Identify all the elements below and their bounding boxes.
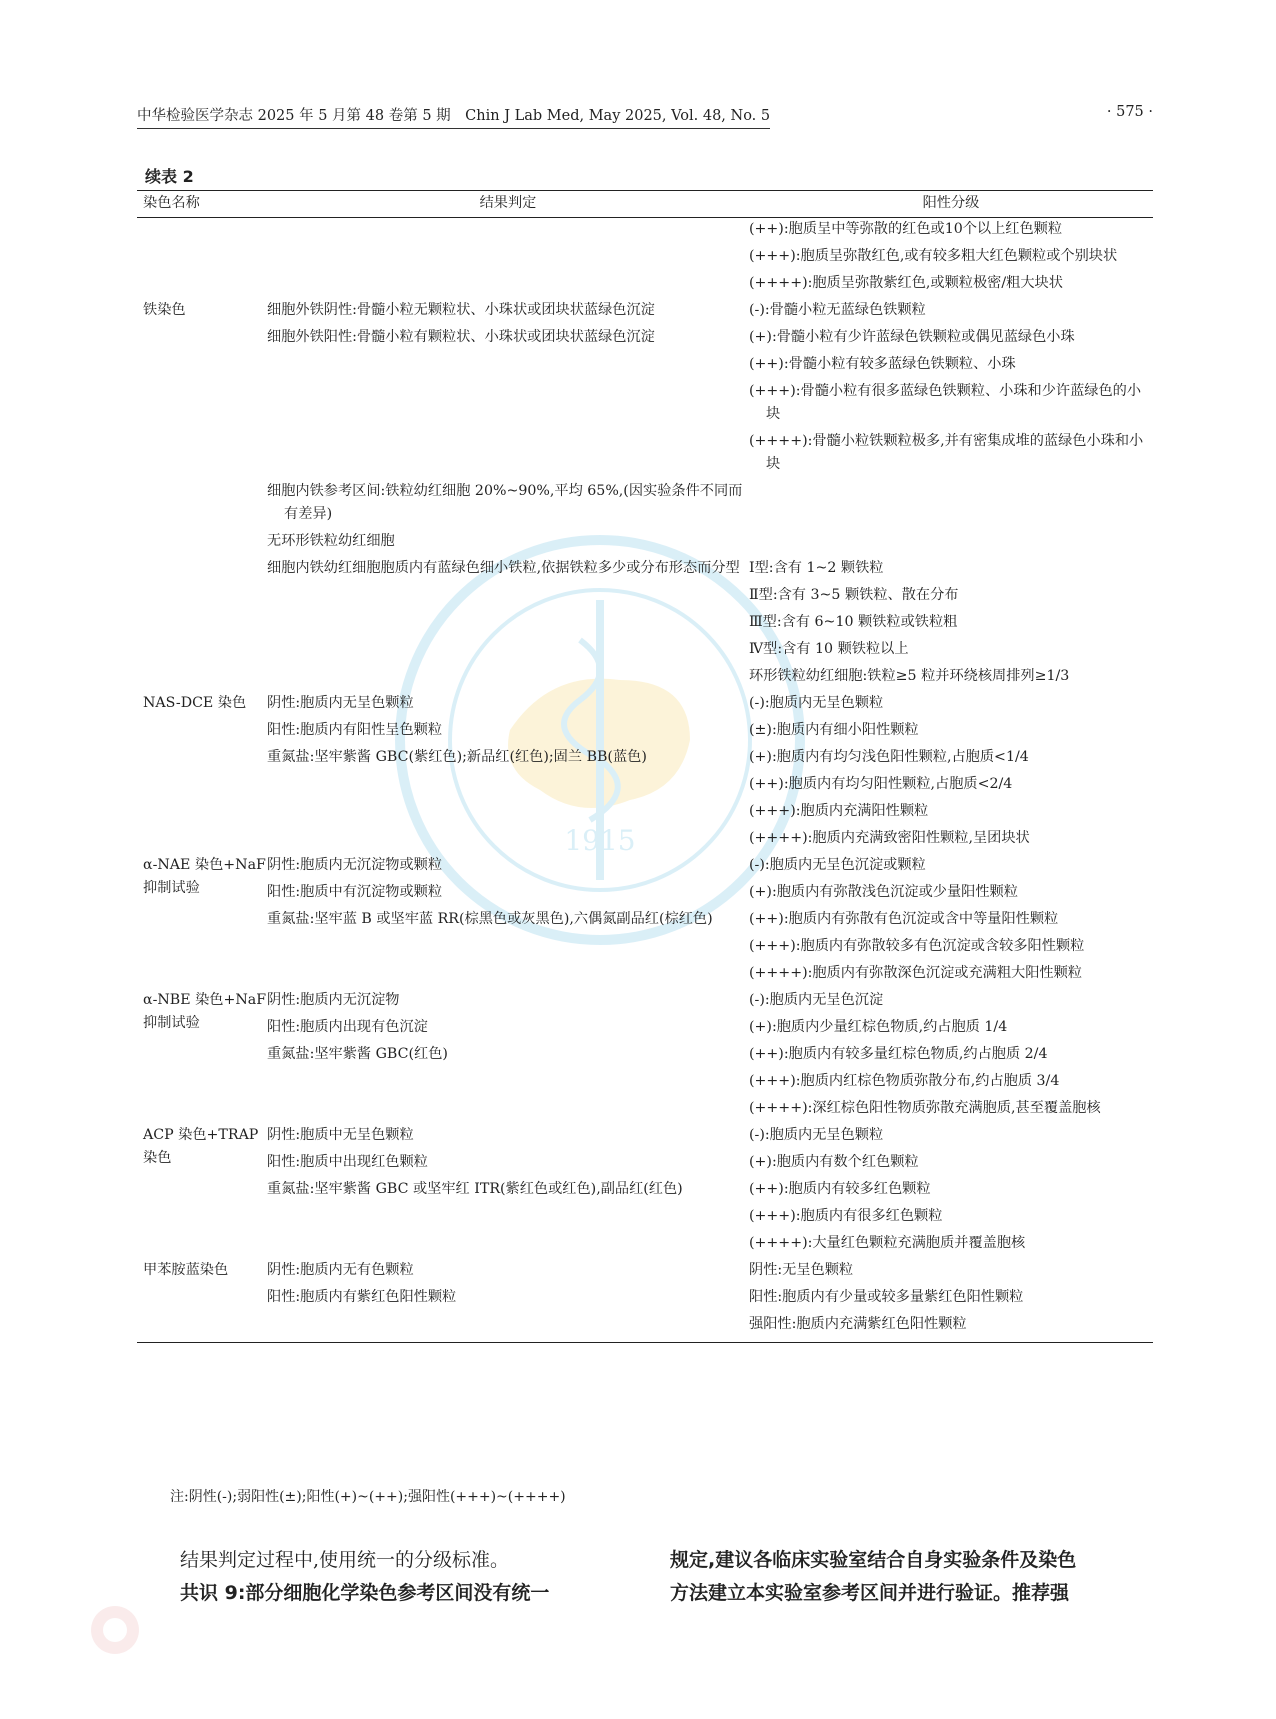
grade-line: (+++):胞质呈弥散红色,或有较多粗大红色颗粒或个别块状 [749,248,1118,264]
criteria-line: 重氮盐:坚牢紫酱 GBC 或坚牢红 ITR(紫红色或红色),副品红(红色) [267,1181,683,1197]
grade-line: (-):骨髓小粒无蓝绿色铁颗粒 [749,302,926,318]
table-row [137,1259,1153,1343]
table-row [137,299,1153,480]
stain-name-cell: α-NAE 染色+NaF 抑制试验 [143,857,266,896]
grade-line: (+++):骨髓小粒有很多蓝绿色铁颗粒、小珠和少许蓝绿色的小块 [749,383,1142,422]
journal-citation: 中华检验医学杂志 2025 年 5 月第 48 卷第 5 期 Chin J Lab Med, May 2025, Vol. 48, No. 5 [137,104,770,129]
grade-line: 强阳性:胞质内充满紫红色阳性颗粒 [749,1316,967,1332]
criteria-line: 阳性:胞质中有沉淀物或颗粒 [267,884,443,900]
criteria-line: 重氮盐:坚牢蓝 B 或坚牢蓝 RR(棕黑色或灰黑色),六偶氮副品红(棕红色) [267,911,713,927]
grade-line: (+++):胞质内红棕色物质弥散分布,约占胞质 3/4 [749,1073,1060,1089]
grade-line: (±):胞质内有细小阳性颗粒 [749,722,919,738]
column-header-stain-name: 染色名称 [143,195,200,211]
grading-cell [749,989,1153,1124]
page-number: · 575 · [1106,104,1153,120]
body-paragraph-line: 方法建立本实验室参考区间并进行验证。推荐强 [670,1582,1070,1604]
grade-line: (++++):胞质内充满致密阳性颗粒,呈团块状 [749,830,1030,846]
grade-line: (++++):胞质呈弥散紫红色,或颗粒极密/粗大块状 [749,275,1063,291]
table-row [137,480,1153,557]
grade-line: (++++):大量红色颗粒充满胞质并覆盖胞核 [749,1235,1026,1251]
table-row [137,989,1153,1124]
grade-line: 环形铁粒幼红细胞:铁粒≥5 粒并环绕核周排列≥1/3 [749,668,1070,684]
stain-name-cell: 甲苯胺蓝染色 [143,1262,229,1278]
criteria-line: 阴性:胞质内无沉淀物 [267,992,400,1008]
table-row [137,854,1153,989]
grade-line: (-):胞质内无呈色沉淀 [749,992,884,1008]
grading-cell [749,299,1153,480]
criteria-cell [267,557,749,692]
grade-line: (++):胞质内有弥散有色沉淀或含中等量阳性颗粒 [749,911,1059,927]
criteria-line: 阴性:胞质内无有色颗粒 [267,1262,414,1278]
criteria-line: 重氮盐:坚牢紫酱 GBC(紫红色);新品红(红色);固兰 BB(蓝色) [267,749,647,765]
stain-name-cell: 铁染色 [143,302,186,318]
table-title: 续表 2 [145,167,194,186]
grade-line: (++++):骨髓小粒铁颗粒极多,并有密集成堆的蓝绿色小珠和小块 [749,433,1144,472]
criteria-line: 阴性:胞质中无呈色颗粒 [267,1127,414,1143]
criteria-line: 阳性:胞质内出现有色沉淀 [267,1019,428,1035]
criteria-cell [267,480,749,557]
criteria-line: 细胞内铁幼红细胞胞质内有蓝绿色细小铁粒,依据铁粒多少或分布形态而分型 [267,560,740,576]
criteria-line: 阳性:胞质内有阳性呈色颗粒 [267,722,443,738]
table-row [137,692,1153,854]
criteria-cell [267,1259,749,1343]
grade-line: (+++):胞质内有弥散较多有色沉淀或含较多阳性颗粒 [749,938,1085,954]
stain-name-cell [137,218,267,300]
grade-line: (++++):深红棕色阳性物质弥散充满胞质,甚至覆盖胞核 [749,1100,1101,1116]
criteria-line: 细胞内铁参考区间:铁粒幼红细胞 20%~90%,平均 65%,(因实验条件不同而有差异) [267,483,743,522]
grade-line: Ⅳ型:含有 10 颗铁粒以上 [749,641,909,657]
column-header-grading: 阳性分级 [922,195,980,211]
table-row [137,218,1153,300]
criteria-line: 细胞外铁阳性:骨髓小粒有颗粒状、小珠状或团块状蓝绿色沉淀 [267,329,655,345]
criteria-line: 阴性:胞质内无呈色颗粒 [267,695,414,711]
staining-grading-table [137,190,1153,1343]
grade-line: (+):胞质内有弥散浅色沉淀或少量阳性颗粒 [749,884,1018,900]
grade-line: (-):胞质内无呈色颗粒 [749,695,884,711]
grading-cell [749,692,1153,854]
column-header-criteria: 结果判定 [479,195,537,211]
criteria-line: 细胞外铁阴性:骨髓小粒无颗粒状、小珠状或团块状蓝绿色沉淀 [267,302,655,318]
grade-line: (++):胞质内有较多量红棕色物质,约占胞质 2/4 [749,1046,1048,1062]
stain-name-cell [137,480,267,557]
grading-cell [749,218,1153,300]
body-text-right-column [670,1544,1150,1610]
grade-line: (++):胞质呈中等弥散的红色或10个以上红色颗粒 [749,221,1063,237]
criteria-line: 重氮盐:坚牢紫酱 GBC(红色) [267,1046,448,1062]
grade-line: (+++):胞质内充满阳性颗粒 [749,803,929,819]
stain-name-cell: α-NBE 染色+NaF 抑制试验 [143,992,267,1031]
criteria-cell [267,989,749,1124]
criteria-line: 阳性:胞质中出现红色颗粒 [267,1154,428,1170]
grade-line: (-):胞质内无呈色沉淀或颗粒 [749,857,926,873]
table-row [137,557,1153,692]
grade-line: (-):胞质内无呈色颗粒 [749,1127,884,1143]
table-note: 注:阴性(-);弱阳性(±);阳性(+)~(++);强阳性(+++)~(++++) [170,1489,566,1505]
criteria-line: 阳性:胞质内有紫红色阳性颗粒 [267,1289,457,1305]
grade-line: Ⅱ型:含有 3~5 颗铁粒、散在分布 [749,587,959,603]
grade-line: (++):骨髓小粒有较多蓝绿色铁颗粒、小珠 [749,356,1016,372]
criteria-cell [267,1124,749,1259]
criteria-cell [267,692,749,854]
grade-line: 阳性:胞质内有少量或较多量紫红色阳性颗粒 [749,1289,1024,1305]
grading-cell [749,480,1153,557]
grading-cell [749,854,1153,989]
stain-name-cell [137,557,267,692]
grade-line: (++):胞质内有均匀阳性颗粒,占胞质<2/4 [749,776,1013,792]
grade-line: (+):胞质内有数个红色颗粒 [749,1154,919,1170]
criteria-line: 阴性:胞质内无沉淀物或颗粒 [267,857,443,873]
grade-line: (+):骨髓小粒有少许蓝绿色铁颗粒或偶见蓝绿色小珠 [749,329,1075,345]
grade-line: Ⅲ型:含有 6~10 颗铁粒或铁粒粗 [749,614,958,630]
body-paragraph-line: 结果判定过程中,使用统一的分级标准。 [180,1549,510,1571]
grade-line: 阴性:无呈色颗粒 [749,1262,854,1278]
grading-cell [749,1259,1153,1343]
consensus-heading: 共识 9:部分细胞化学染色参考区间没有统一 [180,1582,550,1604]
grade-line: (+):胞质内少量红棕色物质,约占胞质 1/4 [749,1019,1008,1035]
grading-cell [749,1124,1153,1259]
grade-line: (+):胞质内有均匀浅色阳性颗粒,占胞质<1/4 [749,749,1029,765]
criteria-cell [267,299,749,480]
criteria-cell [267,854,749,989]
grading-cell [749,557,1153,692]
publisher-logo-watermark [85,1600,585,1660]
table-header-row [137,191,1153,218]
body-paragraph-line: 规定,建议各临床实验室结合自身实验条件及染色 [670,1549,1077,1571]
grade-line: (+++):胞质内有很多红色颗粒 [749,1208,943,1224]
criteria-cell [267,218,749,300]
criteria-line: 无环形铁粒幼红细胞 [267,533,395,549]
table-row [137,1124,1153,1259]
grade-line: Ⅰ型:含有 1~2 颗铁粒 [749,560,884,576]
grade-line: (++):胞质内有较多红色颗粒 [749,1181,931,1197]
svg-text:1915: 1915 [564,824,636,857]
stain-name-cell: NAS-DCE 染色 [143,695,247,711]
grade-line: (++++):胞质内有弥散深色沉淀或充满粗大阳性颗粒 [749,965,1082,981]
stain-name-cell: ACP 染色+TRAP 染色 [143,1127,259,1166]
